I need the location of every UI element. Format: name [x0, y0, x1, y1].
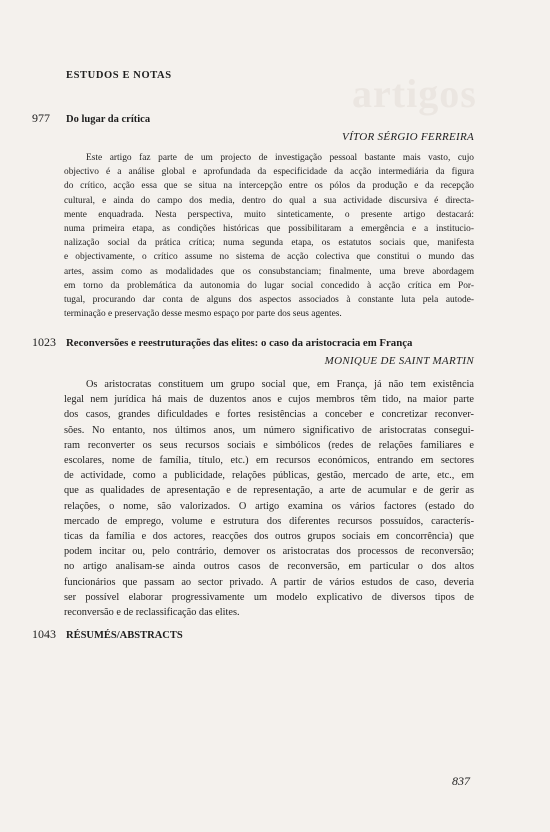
toc-entry-1[interactable]	[32, 111, 480, 126]
abstract-line: cultural, e ainda do campo dos media, dentro do qual a sua actividade discursiva é directa-	[64, 195, 474, 206]
abstract-line: legal nem jurídica há mais de duzentos anos e cujos membros têm tido, na maior parte	[64, 394, 474, 406]
abstract-line: objectivo é a análise global e aprofundada da especificidade da acção intermediária da figura	[64, 167, 474, 178]
abstract-line: mente enquadrada. Nesta perspectiva, muito sinteticamente, o presente artigo destacará:	[64, 209, 474, 220]
abstract-line: ser possível elaborar progressivamente um modelo explicativo de diversos tipos de	[64, 591, 474, 603]
entry-author: VÍTOR SÉRGIO FERREIRA	[342, 131, 474, 143]
entry-abstract	[64, 151, 474, 321]
entry-page-number: 977	[32, 111, 50, 125]
abstract-line: mercado de emprego, volume e estrutura dos diferentes recursos possuídos, caracterís-	[64, 515, 474, 527]
abstract-line: em torno da problemática da autonomia do lugar social concedido à acção crítica em Por-	[64, 280, 474, 291]
abstract-line: dos casos, grandes dificuldades e fortes resistências a conceber e concretizar reconver-	[64, 409, 474, 421]
entry-title[interactable]: Do lugar da crítica	[66, 114, 151, 125]
abstract-line: Os aristocratas constituem um grupo social que, em França, já não tem existência	[86, 379, 474, 390]
abstract-line: do crítico, acção essa que se situa na intercepção entre os pólos da produção e da recepção	[64, 181, 474, 192]
abstract-line: de actividade, como a publicidade, relações públicas, gestão, mercado de arte, etc., em	[64, 470, 474, 482]
entry-title[interactable]: RÉSUMÉS/ABSTRACTS	[66, 630, 183, 641]
abstract-line: reconversão e de reclassificação das elites.	[64, 607, 240, 619]
abstract-line: ticas da família e dos actores, reacções dos outros grupos sociais em concorrência) que	[64, 531, 474, 543]
entry-page-number: 1043	[32, 627, 56, 641]
abstract-line: Este artigo faz parte de um projecto de investigação pessoal bastante mais vasto, cujo	[86, 153, 474, 163]
abstract-line: numa primeira etapa, as condições históricas que possibilitaram a emergência e a institucio-	[64, 224, 474, 235]
entry-author: MONIQUE DE SAINT MARTIN	[324, 355, 474, 367]
abstract-line: no artigo analisam-se ainda outros casos de reconversão, em particular o dos altos	[64, 561, 474, 573]
artigos-watermark: artigos	[352, 71, 477, 116]
abstract-line: artes, assim como as modalidades que os consubstanciam; finalmente, uma breve abordagem	[64, 266, 474, 277]
abstract-line: e objectivamente, o crítico assume no sistema de acção colectiva que constitui o mundo das	[64, 252, 474, 263]
abstract-line: que as qualidades de apresentação e de representação, a arte de acumular e de gerir as	[64, 485, 474, 497]
abstract-line: escolares, nome de família, título, etc.) em recursos económicos, entrando em sectores	[64, 455, 474, 467]
entry-page-number: 1023	[32, 335, 56, 349]
abstract-line: sões. No entanto, nos últimos anos, um número significativo de aristocratas consegui-	[64, 424, 474, 436]
section-heading: ESTUDOS E NOTAS	[66, 70, 172, 81]
abstract-line: terminação e preservação desse mesmo espaço por parte dos seus agentes.	[64, 309, 342, 320]
abstract-line: relações, o nome, são valorizados. O artigo examina os vários factores (estado do	[64, 500, 474, 512]
page-number: 837	[452, 774, 470, 788]
toc-entry-2[interactable]	[32, 335, 480, 350]
abstract-line: funcionários que passam ao sector privado. A partir de vários estudos de caso, deveria	[64, 576, 474, 588]
entry-title[interactable]: Reconversões e reestruturações das elites: o caso da aristocracia em França	[66, 337, 413, 349]
abstract-line: tugal, procurando dar conta de alguns dos aspectos associados à constante luta pela autode-	[64, 295, 474, 306]
toc-entry-3[interactable]	[32, 627, 480, 642]
abstract-line: nalização social da prática crítica; numa segunda etapa, os estatutos sociais que, manifesta	[64, 238, 474, 249]
abstract-line: ram reconverter os seus recursos sociais e simbólicos (redes de relações familiares e	[64, 439, 474, 451]
abstract-line: podem incitar ou, pelo contrário, demover os aristocratas dos processos de reconversão;	[64, 546, 474, 558]
entry-abstract	[64, 377, 474, 620]
